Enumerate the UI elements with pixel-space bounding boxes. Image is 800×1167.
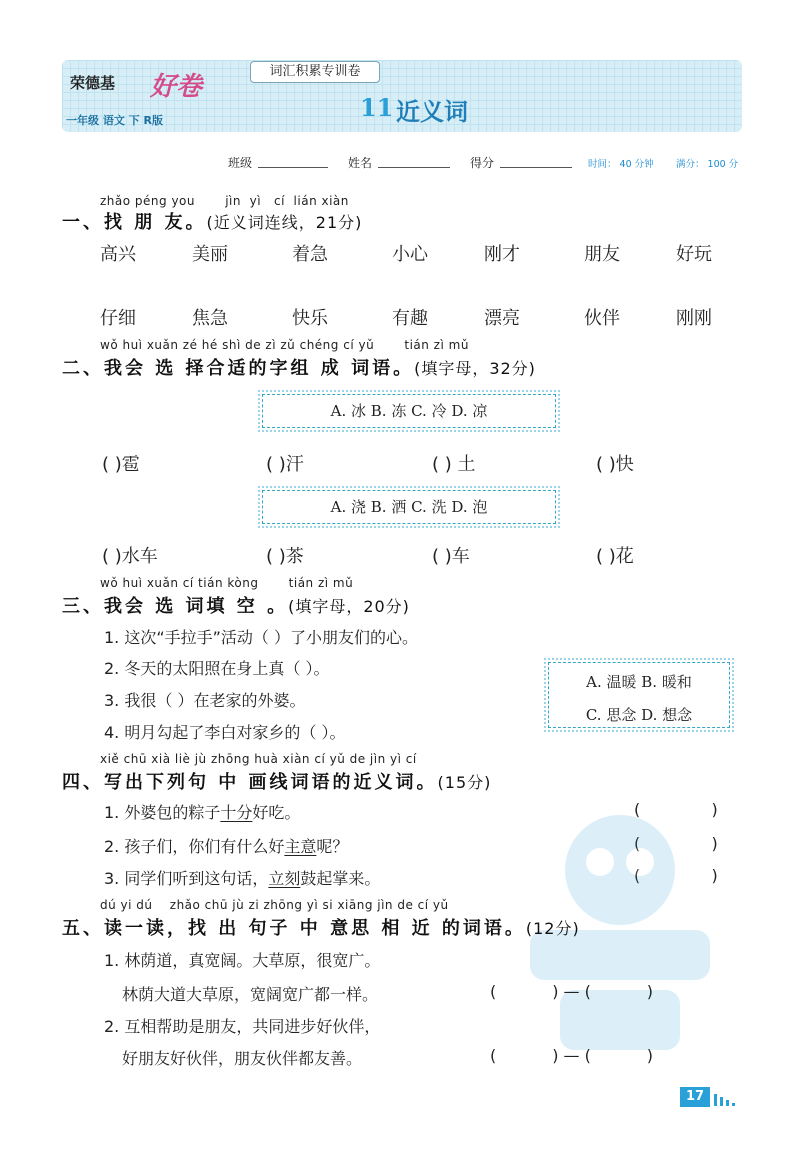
choice-box-3-line2: C. 思念 D. 想念 [585,706,693,724]
score-blank[interactable] [500,166,572,168]
word-bottom-6[interactable]: 伙伴 [584,308,620,329]
blank-item-2-4[interactable]: ( )花 [596,546,634,567]
section1-note: (近义词连线，21分) [206,213,363,232]
synonym-item-2: 2. 孩子们，你们有什么好主意呢？ [104,837,349,856]
choice-box-2: A. 浇 B. 洒 C. 洗 D. 泡 [262,490,556,524]
section2-title: 二、我会 选 择合适的字组 成 词语。 [62,358,415,379]
word-bottom-1[interactable]: 仔细 [100,308,136,329]
grade-label: 一年级 语文 下 R版 [66,114,163,127]
word-top-7[interactable]: 好玩 [676,244,712,265]
word-top-6[interactable]: 朋友 [584,244,620,265]
section5-heading [62,914,580,940]
answer-pair-2[interactable]: ( ) — ( ) [490,1046,654,1065]
choice-box-3 [548,662,730,728]
section3-heading [62,592,410,618]
class-label: 班级 [228,156,253,170]
section4-heading [62,768,491,794]
section2-pinyin: wǒ huì xuǎn zé hé shì de zì zǔ chéng cí yǔ tián zì mǔ [100,338,469,352]
word-top-2[interactable]: 美丽 [192,244,228,265]
reading-item-2-line1: 2. 互相帮助是朋友，共同进步好伙伴， [104,1017,381,1036]
underlined-word: 立刻 [268,869,301,888]
word-top-4[interactable]: 小心 [392,244,428,265]
section3-pinyin: wǒ huì xuǎn cí tián kòng tián zì mǔ [100,576,354,590]
unit-number: 11 [360,93,394,122]
reading-item-1-line2: 林荫大道大草原，宽阔宽广都一样。 [122,985,379,1004]
reading-item-1-line1: 1. 林荫道，真宽阔。大草原，很宽广。 [104,951,381,970]
section4-pinyin: xiě chū xià liè jù zhōng huà xiàn cí yǔ de jìn yì cí [100,752,417,766]
word-bottom-7[interactable]: 刚刚 [676,308,712,329]
section3-note: (填字母，20分) [288,597,410,616]
word-top-1[interactable]: 高兴 [100,244,136,265]
synonym-item-3: 3. 同学们听到这句话，立刻鼓起掌来。 [104,869,381,888]
word-bottom-4[interactable]: 有趣 [392,308,428,329]
section4-note: (15分) [437,773,492,792]
section1-heading [62,208,362,234]
underlined-word: 主意 [284,837,317,856]
word-bottom-3[interactable]: 快乐 [292,308,328,329]
reading-item-2-line2: 好朋友好伙伴，朋友伙伴都友善。 [122,1049,363,1068]
blank-item-2-3[interactable]: ( )车 [432,546,470,567]
choice-box-3-line1: A. 温暖 B. 暖和 [586,673,692,691]
fill-item-3[interactable]: 3. 我很（ ）在老家的外婆。 [104,691,306,710]
fill-item-2[interactable]: 2. 冬天的太阳照在身上真（ ）。 [104,659,330,678]
blank-item-1-1[interactable]: ( )雹 [102,454,140,475]
answer-blank-2[interactable]: ( ) [634,834,718,853]
blank-item-1-3[interactable]: ( ) 土 [432,454,476,475]
fill-item-1[interactable]: 1. 这次“手拉手”活动（ ）了小朋友们的心。 [104,628,419,647]
word-top-5[interactable]: 刚才 [484,244,520,265]
blank-item-2-2[interactable]: ( )茶 [266,546,304,567]
blank-item-2-1[interactable]: ( )水车 [102,546,158,567]
name-blank[interactable] [378,166,450,168]
brand-name: 荣德基 [70,74,116,92]
class-blank[interactable] [258,166,328,168]
page-title: 近义词 [396,98,468,126]
section5-note: (12分) [525,919,580,938]
word-bottom-2[interactable]: 焦急 [192,308,228,329]
blank-item-1-2[interactable]: ( )汗 [266,454,304,475]
section4-title: 四、写出下列句 中 画线词语的近义词。 [62,772,438,793]
word-top-3[interactable]: 着急 [292,244,328,265]
section5-title: 五、读一读，找 出 句子 中 意思 相 近 的词语。 [62,918,526,939]
answer-pair-1[interactable]: ( ) — ( ) [490,982,654,1001]
section2-heading [62,354,536,380]
bars-icon [712,1090,738,1106]
word-bottom-5[interactable]: 漂亮 [484,308,520,329]
underlined-word: 十分 [220,803,253,822]
answer-blank-1[interactable]: ( ) [634,800,718,819]
section1-pinyin: zhǎo péng you jìn yì cí lián xiàn [100,194,349,208]
name-label: 姓名 [348,156,373,170]
blank-item-1-4[interactable]: ( )快 [596,454,634,475]
full-score-label: 满分： 100 分 [676,159,739,170]
fill-item-4[interactable]: 4. 明月勾起了李白对家乡的（ ）。 [104,723,346,742]
section1-title: 一、找 朋 友。 [62,212,207,233]
section5-pinyin: dú yi dú zhǎo chū jù zi zhōng yì si xiāng jìn de cí yǔ [100,898,449,912]
page-number: 17 [680,1087,710,1107]
brand-logo: 好卷 [150,72,203,102]
time-label: 时间： 40 分钟 [588,159,654,170]
choice-box-1: A. 冰 B. 冻 C. 冷 D. 凉 [262,394,556,428]
synonym-item-1: 1. 外婆包的粽子十分好吃。 [104,803,301,822]
answer-blank-3[interactable]: ( ) [634,866,718,885]
score-label: 得分 [470,156,495,170]
series-label: 词汇积累专训卷 [250,61,380,83]
section3-title: 三、我会 选 词填 空 。 [62,596,289,617]
section2-note: (填字母，32分) [414,359,536,378]
